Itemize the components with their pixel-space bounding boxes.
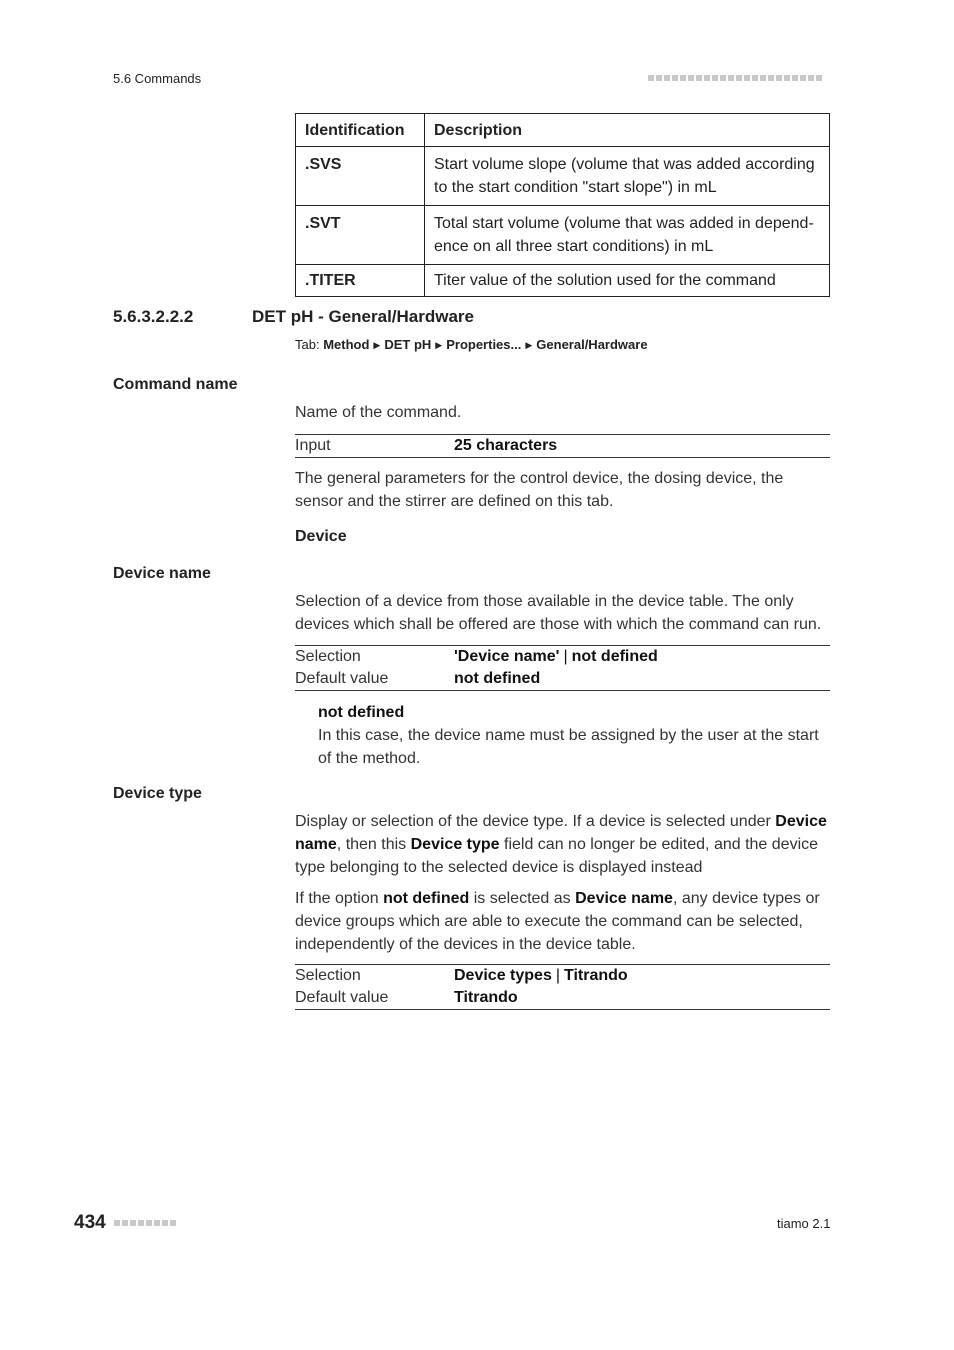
triangle-right-icon: ▶ bbox=[373, 340, 381, 350]
param-row: Input 25 characters bbox=[295, 437, 558, 454]
device-type-params bbox=[295, 964, 830, 1010]
device-type-desc-2: If the option not defined is selected as Device name, any device types or device groups which are able to execute the command can be selected, independently of the devices in the device table. bbox=[295, 890, 820, 953]
command-name-desc: Name of the command. bbox=[295, 404, 462, 421]
general-text: The general parameters for the control device, the dosing device, the sensor and the stirrer are defined on this tab. bbox=[295, 470, 784, 510]
param-row: Selection 'Device name' | not defined bbox=[295, 648, 658, 665]
device-name-params bbox=[295, 645, 830, 691]
command-name-params bbox=[295, 434, 830, 458]
running-header: 5.6 Commands bbox=[113, 71, 202, 86]
param-row: Default value Titrando bbox=[295, 989, 518, 1006]
device-type-desc-1: Display or selection of the device type. If a device is selected under Device name, then this Device type field can no longer be edited, and the device type belonging to the selected device is displayed instead bbox=[295, 813, 827, 876]
identification-table bbox=[295, 113, 830, 297]
param-row: Selection Device types | Titrando bbox=[295, 967, 628, 984]
page-number: 434 bbox=[74, 1212, 106, 1233]
device-name-label: Device name bbox=[113, 565, 211, 582]
section-number: 5.6.3.2.2.2 bbox=[113, 307, 194, 326]
command-name-label: Command name bbox=[113, 376, 238, 393]
table-header-identification: Identification bbox=[296, 114, 425, 147]
header-decoration bbox=[648, 75, 822, 81]
device-name-desc: Selection of a device from those available in the device table. The only devices which shall be offered are those with which the command can run. bbox=[295, 593, 822, 633]
table-row: .SVS Start volume slope (volume that was added according to the start condition "start slope") in mL bbox=[296, 147, 830, 206]
tab-path: Tab: Method ▶ DET pH ▶ Properties... ▶ General/Hardware bbox=[295, 337, 648, 352]
triangle-right-icon: ▶ bbox=[525, 340, 533, 350]
table-row: .TITER Titer value of the solution used for the command bbox=[296, 265, 830, 297]
section-title: DET pH - General/Hardware bbox=[252, 307, 475, 326]
product-name: tiamo 2.1 bbox=[777, 1216, 831, 1231]
footer-decoration bbox=[114, 1220, 176, 1226]
param-row: Default value not defined bbox=[295, 670, 541, 687]
triangle-right-icon: ▶ bbox=[435, 340, 443, 350]
option-not-defined: not defined In this case, the device name must be assigned by the user at the start of the method. bbox=[318, 704, 819, 767]
table-row: .SVT Total start volume (volume that was added in dependence on all three start conditions) in mL bbox=[296, 206, 830, 265]
device-heading: Device bbox=[295, 528, 347, 545]
device-type-label: Device type bbox=[113, 785, 202, 802]
table-header-description: Description bbox=[425, 114, 830, 147]
